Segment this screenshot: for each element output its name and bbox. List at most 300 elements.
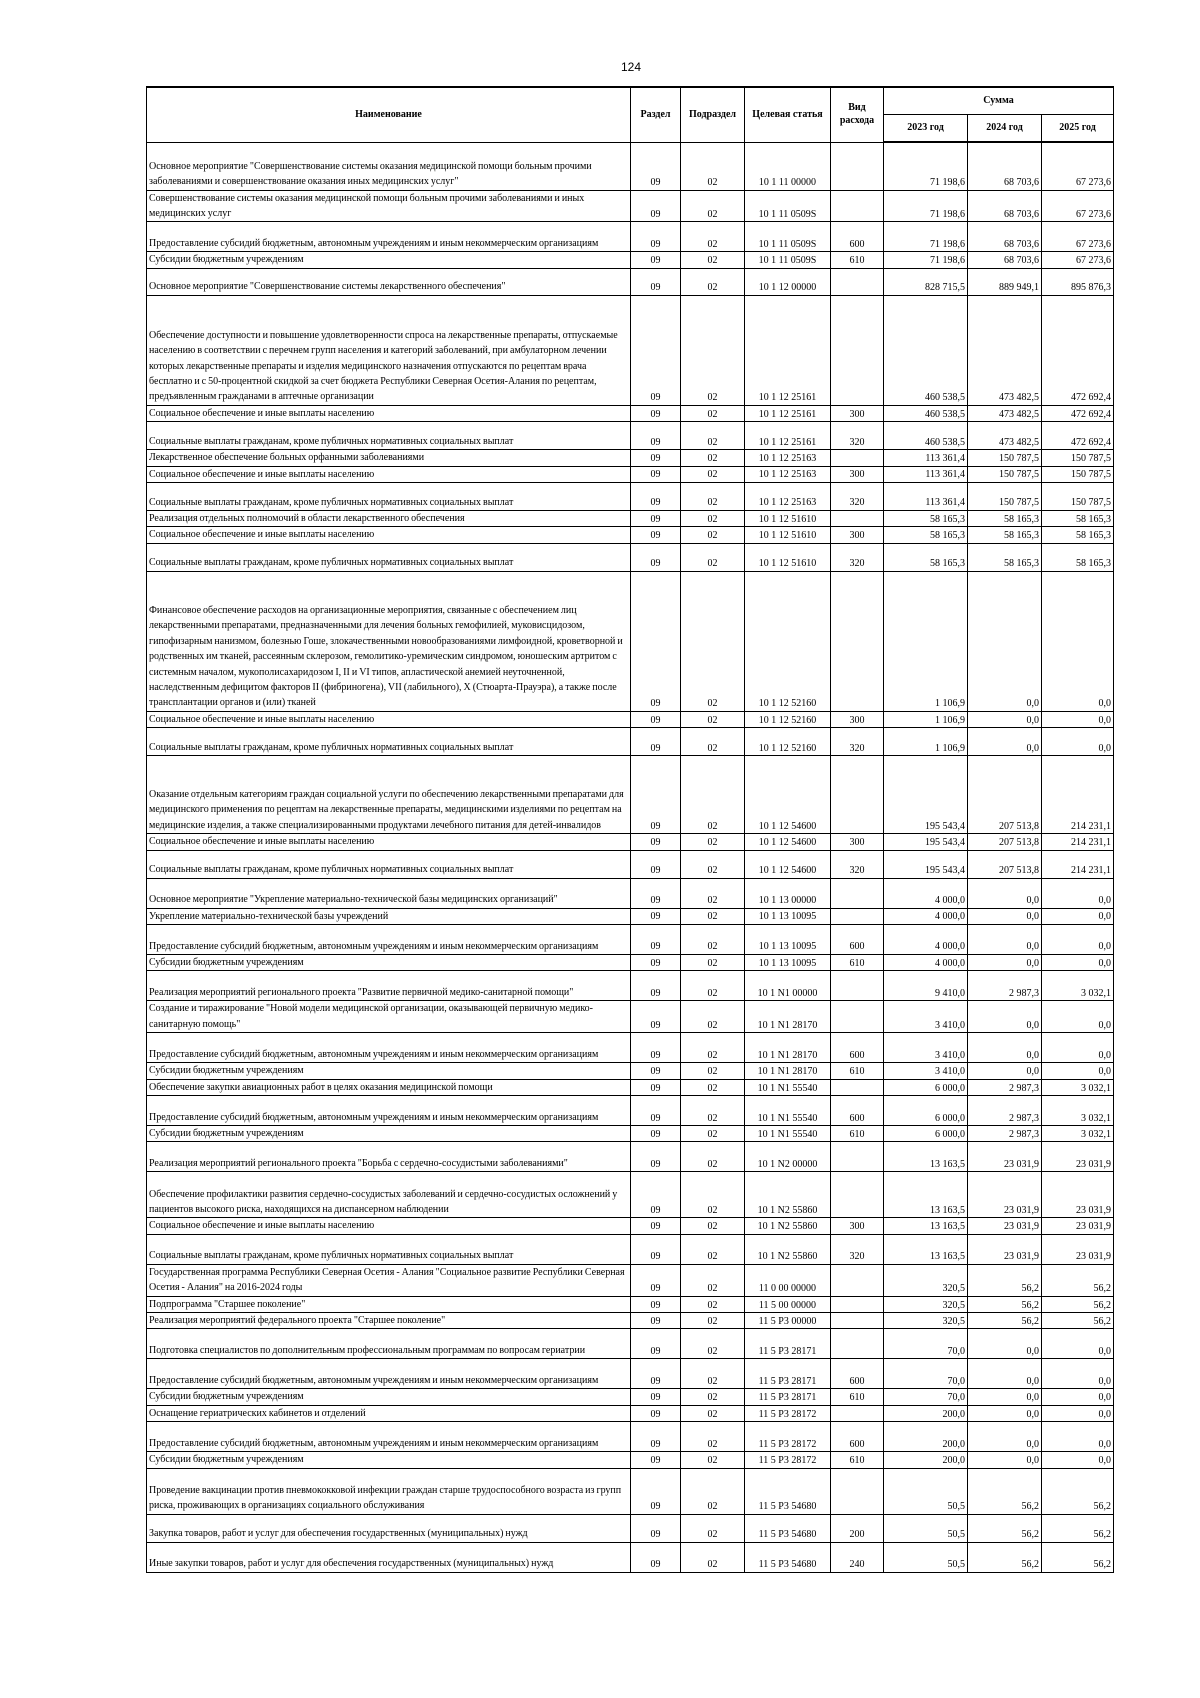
row-section: 09 xyxy=(631,222,681,252)
row-sum-2024: 0,0 xyxy=(968,728,1042,756)
table-row xyxy=(147,954,1114,970)
row-target-article: 11 0 00 00000 xyxy=(745,1264,831,1296)
row-sum-2024: 23 031,9 xyxy=(968,1234,1042,1264)
row-sum-2025: 3 032,1 xyxy=(1042,1079,1114,1095)
row-sum-2024: 56,2 xyxy=(968,1296,1042,1312)
row-sum-2024: 207 513,8 xyxy=(968,850,1042,878)
row-subsection: 02 xyxy=(681,510,745,526)
row-subsection: 02 xyxy=(681,482,745,510)
row-sum-2023: 13 163,5 xyxy=(884,1218,968,1234)
row-expense-type xyxy=(831,295,884,405)
row-expense-type: 320 xyxy=(831,1234,884,1264)
table-row xyxy=(147,1264,1114,1296)
row-expense-type xyxy=(831,908,884,924)
row-section: 09 xyxy=(631,1296,681,1312)
row-sum-2025: 3 032,1 xyxy=(1042,1126,1114,1142)
row-name: Оснащение гериатрических кабинетов и отделений xyxy=(147,1405,631,1421)
row-sum-2023: 71 198,6 xyxy=(884,142,968,190)
row-target-article: 10 1 12 54600 xyxy=(745,756,831,834)
row-sum-2023: 70,0 xyxy=(884,1329,968,1359)
row-sum-2024: 56,2 xyxy=(968,1468,1042,1514)
row-expense-type: 300 xyxy=(831,527,884,543)
row-name: Предоставление субсидий бюджетным, автономным учреждениям и иным некоммерческим организациям xyxy=(147,1359,631,1389)
row-name: Социальное обеспечение и иные выплаты населению xyxy=(147,466,631,482)
row-name: Обеспечение доступности и повышение удовлетворенности спроса на лекарственные препараты, отпускаемые населению в соответствии с перечнем групп населения и категорий заболеваний, при амбулаторном лечении которых лекарственные препараты и изделия медицинского назначения отпускаются по рецептам врача бесплатно и с 50-процентной скидкой за счет бюджета Республики Северная Осетия-Алания по рецептам, предъявленным гражданами в аптечные организации xyxy=(147,295,631,405)
row-expense-type xyxy=(831,878,884,908)
table-row xyxy=(147,190,1114,222)
row-sum-2024: 58 165,3 xyxy=(968,543,1042,571)
row-expense-type: 300 xyxy=(831,711,884,727)
row-target-article: 11 5 P3 00000 xyxy=(745,1313,831,1329)
row-section: 09 xyxy=(631,728,681,756)
row-target-article: 10 1 12 00000 xyxy=(745,268,831,295)
row-sum-2025: 56,2 xyxy=(1042,1264,1114,1296)
row-section: 09 xyxy=(631,1468,681,1514)
row-section: 09 xyxy=(631,510,681,526)
row-sum-2024: 23 031,9 xyxy=(968,1172,1042,1218)
row-expense-type: 320 xyxy=(831,543,884,571)
row-subsection: 02 xyxy=(681,1468,745,1514)
row-sum-2023: 13 163,5 xyxy=(884,1172,968,1218)
row-name: Обеспечение закупки авиационных работ в целях оказания медицинской помощи xyxy=(147,1079,631,1095)
row-sum-2025: 67 273,6 xyxy=(1042,252,1114,268)
row-expense-type: 320 xyxy=(831,728,884,756)
row-section: 09 xyxy=(631,971,681,1001)
row-name: Создание и тиражирование "Новой модели медицинской организации, оказывающей первичную медико-санитарную помощь" xyxy=(147,1001,631,1033)
row-expense-type: 320 xyxy=(831,482,884,510)
row-expense-type xyxy=(831,510,884,526)
row-sum-2024: 58 165,3 xyxy=(968,510,1042,526)
row-section: 09 xyxy=(631,1405,681,1421)
row-sum-2024: 56,2 xyxy=(968,1514,1042,1542)
row-sum-2025: 67 273,6 xyxy=(1042,142,1114,190)
row-target-article: 10 1 N1 28170 xyxy=(745,1001,831,1033)
row-section: 09 xyxy=(631,850,681,878)
row-sum-2023: 320,5 xyxy=(884,1313,968,1329)
row-target-article: 10 1 12 25163 xyxy=(745,482,831,510)
row-expense-type xyxy=(831,1329,884,1359)
row-sum-2024: 68 703,6 xyxy=(968,252,1042,268)
row-sum-2025: 23 031,9 xyxy=(1042,1172,1114,1218)
row-sum-2023: 4 000,0 xyxy=(884,908,968,924)
table-row xyxy=(147,1405,1114,1421)
row-section: 09 xyxy=(631,405,681,421)
row-sum-2024: 150 787,5 xyxy=(968,450,1042,466)
row-expense-type: 600 xyxy=(831,1096,884,1126)
row-sum-2024: 0,0 xyxy=(968,878,1042,908)
row-sum-2023: 13 163,5 xyxy=(884,1142,968,1172)
row-name: Основное мероприятие "Совершенствование системы оказания медицинской помощи больным прочими заболеваниями и совершенствование оказания иных медицинских услуг" xyxy=(147,142,631,190)
row-sum-2025: 58 165,3 xyxy=(1042,543,1114,571)
row-expense-type: 610 xyxy=(831,1063,884,1079)
row-sum-2024: 0,0 xyxy=(968,1422,1042,1452)
row-subsection: 02 xyxy=(681,878,745,908)
row-name: Подпрограмма "Старшее поколение" xyxy=(147,1296,631,1312)
row-sum-2023: 195 543,4 xyxy=(884,834,968,850)
row-name: Реализация мероприятий регионального проекта "Развитие первичной медико-санитарной помощи" xyxy=(147,971,631,1001)
row-section: 09 xyxy=(631,543,681,571)
header-expense-type: Вид расхода xyxy=(831,87,884,142)
row-sum-2025: 214 231,1 xyxy=(1042,850,1114,878)
table-row xyxy=(147,466,1114,482)
table-row xyxy=(147,1329,1114,1359)
row-name: Лекарственное обеспечение больных орфанными заболеваниями xyxy=(147,450,631,466)
row-sum-2025: 0,0 xyxy=(1042,1389,1114,1405)
table-row xyxy=(147,908,1114,924)
row-sum-2025: 0,0 xyxy=(1042,1452,1114,1468)
row-subsection: 02 xyxy=(681,527,745,543)
row-sum-2023: 58 165,3 xyxy=(884,510,968,526)
row-expense-type: 610 xyxy=(831,252,884,268)
row-sum-2023: 3 410,0 xyxy=(884,1063,968,1079)
row-sum-2023: 4 000,0 xyxy=(884,924,968,954)
row-sum-2025: 0,0 xyxy=(1042,1405,1114,1421)
table-header xyxy=(147,87,1114,142)
row-name: Социальное обеспечение и иные выплаты населению xyxy=(147,405,631,421)
row-sum-2024: 0,0 xyxy=(968,1405,1042,1421)
table-row xyxy=(147,510,1114,526)
row-sum-2023: 320,5 xyxy=(884,1264,968,1296)
table-row xyxy=(147,1542,1114,1572)
row-subsection: 02 xyxy=(681,924,745,954)
row-target-article: 10 1 12 52160 xyxy=(745,728,831,756)
row-expense-type xyxy=(831,756,884,834)
row-subsection: 02 xyxy=(681,1422,745,1452)
row-sum-2024: 23 031,9 xyxy=(968,1142,1042,1172)
row-name: Социальные выплаты гражданам, кроме публичных нормативных социальных выплат xyxy=(147,543,631,571)
row-sum-2025: 0,0 xyxy=(1042,1329,1114,1359)
row-sum-2023: 460 538,5 xyxy=(884,422,968,450)
row-expense-type xyxy=(831,1405,884,1421)
row-sum-2025: 214 231,1 xyxy=(1042,756,1114,834)
table-row xyxy=(147,1001,1114,1033)
row-sum-2025: 23 031,9 xyxy=(1042,1218,1114,1234)
row-sum-2024: 150 787,5 xyxy=(968,466,1042,482)
row-sum-2025: 0,0 xyxy=(1042,1422,1114,1452)
row-target-article: 10 1 11 0509S xyxy=(745,190,831,222)
header-year-2023: 2023 год xyxy=(884,114,968,142)
row-section: 09 xyxy=(631,142,681,190)
row-sum-2024: 0,0 xyxy=(968,711,1042,727)
table-row xyxy=(147,1234,1114,1264)
row-sum-2025: 56,2 xyxy=(1042,1514,1114,1542)
row-section: 09 xyxy=(631,1452,681,1468)
row-sum-2025: 0,0 xyxy=(1042,878,1114,908)
row-name: Субсидии бюджетным учреждениям xyxy=(147,252,631,268)
row-sum-2023: 71 198,6 xyxy=(884,252,968,268)
row-name: Субсидии бюджетным учреждениям xyxy=(147,954,631,970)
row-sum-2023: 113 361,4 xyxy=(884,482,968,510)
row-target-article: 10 1 12 52160 xyxy=(745,711,831,727)
table-row xyxy=(147,1296,1114,1312)
row-name: Социальные выплаты гражданам, кроме публичных нормативных социальных выплат xyxy=(147,1234,631,1264)
table-row xyxy=(147,1313,1114,1329)
row-target-article: 10 1 11 0509S xyxy=(745,252,831,268)
row-section: 09 xyxy=(631,527,681,543)
row-expense-type: 320 xyxy=(831,422,884,450)
row-sum-2024: 889 949,1 xyxy=(968,268,1042,295)
row-target-article: 10 1 12 25161 xyxy=(745,422,831,450)
row-name: Субсидии бюджетным учреждениям xyxy=(147,1126,631,1142)
row-sum-2025: 214 231,1 xyxy=(1042,834,1114,850)
row-section: 09 xyxy=(631,1126,681,1142)
row-expense-type xyxy=(831,190,884,222)
table-row xyxy=(147,482,1114,510)
row-subsection: 02 xyxy=(681,1264,745,1296)
row-target-article: 10 1 12 25161 xyxy=(745,295,831,405)
row-section: 09 xyxy=(631,571,681,711)
table-row xyxy=(147,1389,1114,1405)
row-subsection: 02 xyxy=(681,728,745,756)
row-section: 09 xyxy=(631,834,681,850)
row-section: 09 xyxy=(631,1033,681,1063)
row-expense-type: 300 xyxy=(831,466,884,482)
row-expense-type xyxy=(831,1313,884,1329)
header-target-article: Целевая статья xyxy=(745,87,831,142)
row-subsection: 02 xyxy=(681,756,745,834)
row-name: Предоставление субсидий бюджетным, автономным учреждениям и иным некоммерческим организациям xyxy=(147,222,631,252)
row-name: Социальные выплаты гражданам, кроме публичных нормативных социальных выплат xyxy=(147,482,631,510)
row-sum-2024: 473 482,5 xyxy=(968,422,1042,450)
table-row xyxy=(147,142,1114,190)
row-name: Субсидии бюджетным учреждениям xyxy=(147,1389,631,1405)
row-name: Социальные выплаты гражданам, кроме публичных нормативных социальных выплат xyxy=(147,850,631,878)
row-target-article: 11 5 P3 28171 xyxy=(745,1359,831,1389)
table-row xyxy=(147,1033,1114,1063)
row-name: Укрепление материально-технической базы учреждений xyxy=(147,908,631,924)
row-name: Реализация мероприятий регионального проекта "Борьба с сердечно-сосудистыми заболеваниями" xyxy=(147,1142,631,1172)
row-expense-type: 600 xyxy=(831,1359,884,1389)
row-subsection: 02 xyxy=(681,1313,745,1329)
page-number: 124 xyxy=(620,60,642,74)
row-name: Социальное обеспечение и иные выплаты населению xyxy=(147,834,631,850)
row-name: Социальное обеспечение и иные выплаты населению xyxy=(147,711,631,727)
table-row xyxy=(147,1468,1114,1514)
row-subsection: 02 xyxy=(681,422,745,450)
row-sum-2023: 113 361,4 xyxy=(884,466,968,482)
row-sum-2023: 200,0 xyxy=(884,1405,968,1421)
row-sum-2023: 6 000,0 xyxy=(884,1096,968,1126)
row-sum-2025: 56,2 xyxy=(1042,1468,1114,1514)
row-sum-2023: 50,5 xyxy=(884,1542,968,1572)
row-section: 09 xyxy=(631,1329,681,1359)
row-target-article: 10 1 N1 00000 xyxy=(745,971,831,1001)
row-sum-2025: 472 692,4 xyxy=(1042,295,1114,405)
row-sum-2025: 3 032,1 xyxy=(1042,1096,1114,1126)
row-section: 09 xyxy=(631,268,681,295)
row-target-article: 10 1 11 00000 xyxy=(745,142,831,190)
row-sum-2023: 71 198,6 xyxy=(884,190,968,222)
row-expense-type xyxy=(831,1172,884,1218)
row-name: Предоставление субсидий бюджетным, автономным учреждениям и иным некоммерческим организациям xyxy=(147,1033,631,1063)
row-target-article: 10 1 N2 00000 xyxy=(745,1142,831,1172)
row-section: 09 xyxy=(631,1264,681,1296)
row-expense-type xyxy=(831,1142,884,1172)
header-year-2025: 2025 год xyxy=(1042,114,1114,142)
row-target-article: 11 5 P3 28171 xyxy=(745,1389,831,1405)
row-sum-2025: 0,0 xyxy=(1042,1359,1114,1389)
row-sum-2024: 2 987,3 xyxy=(968,1079,1042,1095)
row-sum-2024: 207 513,8 xyxy=(968,756,1042,834)
row-subsection: 02 xyxy=(681,711,745,727)
row-sum-2023: 4 000,0 xyxy=(884,954,968,970)
row-subsection: 02 xyxy=(681,1514,745,1542)
row-name: Основное мероприятие "Совершенствование системы лекарственного обеспечения" xyxy=(147,268,631,295)
row-name: Социальное обеспечение и иные выплаты населению xyxy=(147,527,631,543)
row-sum-2025: 0,0 xyxy=(1042,1033,1114,1063)
row-target-article: 10 1 12 51610 xyxy=(745,527,831,543)
row-target-article: 10 1 N1 55540 xyxy=(745,1096,831,1126)
row-target-article: 11 5 P3 28172 xyxy=(745,1452,831,1468)
row-section: 09 xyxy=(631,1079,681,1095)
row-sum-2023: 113 361,4 xyxy=(884,450,968,466)
row-expense-type: 300 xyxy=(831,1218,884,1234)
row-expense-type: 300 xyxy=(831,405,884,421)
row-subsection: 02 xyxy=(681,466,745,482)
row-sum-2024: 0,0 xyxy=(968,1452,1042,1468)
row-target-article: 10 1 12 25161 xyxy=(745,405,831,421)
row-sum-2024: 150 787,5 xyxy=(968,482,1042,510)
row-name: Подготовка специалистов по дополнительным профессиональным программам по вопросам гериатрии xyxy=(147,1329,631,1359)
row-sum-2023: 200,0 xyxy=(884,1422,968,1452)
row-expense-type: 240 xyxy=(831,1542,884,1572)
row-section: 09 xyxy=(631,450,681,466)
row-sum-2023: 1 106,9 xyxy=(884,728,968,756)
row-name: Иные закупки товаров, работ и услуг для обеспечения государственных (муниципальных) нужд xyxy=(147,1542,631,1572)
row-sum-2025: 0,0 xyxy=(1042,924,1114,954)
row-sum-2023: 195 543,4 xyxy=(884,756,968,834)
row-subsection: 02 xyxy=(681,1096,745,1126)
row-expense-type xyxy=(831,1468,884,1514)
row-sum-2025: 0,0 xyxy=(1042,728,1114,756)
table-row xyxy=(147,268,1114,295)
table-row xyxy=(147,222,1114,252)
row-section: 09 xyxy=(631,1172,681,1218)
row-target-article: 10 1 12 51610 xyxy=(745,510,831,526)
row-subsection: 02 xyxy=(681,834,745,850)
row-section: 09 xyxy=(631,466,681,482)
row-name: Субсидии бюджетным учреждениям xyxy=(147,1063,631,1079)
row-sum-2024: 56,2 xyxy=(968,1313,1042,1329)
table-row xyxy=(147,1218,1114,1234)
row-sum-2025: 150 787,5 xyxy=(1042,482,1114,510)
row-section: 09 xyxy=(631,924,681,954)
row-section: 09 xyxy=(631,1218,681,1234)
row-target-article: 10 1 N1 28170 xyxy=(745,1063,831,1079)
row-subsection: 02 xyxy=(681,1329,745,1359)
row-subsection: 02 xyxy=(681,142,745,190)
row-sum-2024: 0,0 xyxy=(968,954,1042,970)
row-section: 09 xyxy=(631,711,681,727)
row-subsection: 02 xyxy=(681,1359,745,1389)
row-subsection: 02 xyxy=(681,252,745,268)
row-sum-2025: 23 031,9 xyxy=(1042,1234,1114,1264)
row-subsection: 02 xyxy=(681,1218,745,1234)
row-target-article: 11 5 00 00000 xyxy=(745,1296,831,1312)
row-section: 09 xyxy=(631,422,681,450)
row-sum-2024: 56,2 xyxy=(968,1542,1042,1572)
row-subsection: 02 xyxy=(681,405,745,421)
row-subsection: 02 xyxy=(681,571,745,711)
row-sum-2024: 58 165,3 xyxy=(968,527,1042,543)
row-sum-2023: 3 410,0 xyxy=(884,1001,968,1033)
row-target-article: 10 1 12 51610 xyxy=(745,543,831,571)
table-row xyxy=(147,295,1114,405)
row-section: 09 xyxy=(631,1514,681,1542)
row-sum-2025: 56,2 xyxy=(1042,1313,1114,1329)
row-target-article: 10 1 12 25163 xyxy=(745,466,831,482)
row-expense-type: 610 xyxy=(831,1126,884,1142)
table-row xyxy=(147,1172,1114,1218)
row-sum-2023: 70,0 xyxy=(884,1389,968,1405)
row-section: 09 xyxy=(631,954,681,970)
row-sum-2025: 472 692,4 xyxy=(1042,405,1114,421)
row-expense-type: 610 xyxy=(831,954,884,970)
row-section: 09 xyxy=(631,1096,681,1126)
row-name: Социальные выплаты гражданам, кроме публичных нормативных социальных выплат xyxy=(147,422,631,450)
row-section: 09 xyxy=(631,1001,681,1033)
row-target-article: 10 1 12 54600 xyxy=(745,834,831,850)
table-row xyxy=(147,756,1114,834)
row-expense-type xyxy=(831,1001,884,1033)
row-sum-2024: 0,0 xyxy=(968,1001,1042,1033)
row-section: 09 xyxy=(631,878,681,908)
table-body xyxy=(147,142,1114,1572)
row-sum-2023: 828 715,5 xyxy=(884,268,968,295)
row-sum-2024: 0,0 xyxy=(968,1329,1042,1359)
row-subsection: 02 xyxy=(681,1126,745,1142)
row-name: Государственная программа Республики Северная Осетия - Алания "Социальное развитие Республики Северная Осетия - Алания" на 2016-2024 годы xyxy=(147,1264,631,1296)
row-section: 09 xyxy=(631,908,681,924)
budget-table xyxy=(146,86,1114,1573)
row-section: 09 xyxy=(631,1063,681,1079)
row-sum-2025: 67 273,6 xyxy=(1042,222,1114,252)
row-section: 09 xyxy=(631,1234,681,1264)
row-subsection: 02 xyxy=(681,1542,745,1572)
row-sum-2024: 0,0 xyxy=(968,924,1042,954)
row-section: 09 xyxy=(631,252,681,268)
row-subsection: 02 xyxy=(681,450,745,466)
table-row xyxy=(147,252,1114,268)
row-sum-2024: 0,0 xyxy=(968,1359,1042,1389)
row-expense-type xyxy=(831,142,884,190)
row-target-article: 11 5 P3 54680 xyxy=(745,1468,831,1514)
row-expense-type: 200 xyxy=(831,1514,884,1542)
row-subsection: 02 xyxy=(681,1234,745,1264)
row-section: 09 xyxy=(631,1422,681,1452)
row-name: Проведение вакцинации против пневмококковой инфекции граждан старше трудоспособного возраста из групп риска, проживающих в организациях социального обслуживания xyxy=(147,1468,631,1514)
row-section: 09 xyxy=(631,482,681,510)
row-section: 09 xyxy=(631,1389,681,1405)
row-target-article: 10 1 N1 28170 xyxy=(745,1033,831,1063)
row-sum-2024: 207 513,8 xyxy=(968,834,1042,850)
row-sum-2025: 150 787,5 xyxy=(1042,466,1114,482)
row-target-article: 10 1 N2 55860 xyxy=(745,1218,831,1234)
table-row xyxy=(147,422,1114,450)
row-target-article: 10 1 13 00000 xyxy=(745,878,831,908)
row-sum-2023: 6 000,0 xyxy=(884,1079,968,1095)
row-sum-2023: 320,5 xyxy=(884,1296,968,1312)
header-subsection: Подраздел xyxy=(681,87,745,142)
row-section: 09 xyxy=(631,190,681,222)
row-name: Основное мероприятие "Укрепление материально-технической базы медицинских организаций" xyxy=(147,878,631,908)
row-expense-type xyxy=(831,1079,884,1095)
table-row xyxy=(147,971,1114,1001)
row-sum-2024: 0,0 xyxy=(968,1389,1042,1405)
row-target-article: 10 1 N2 55860 xyxy=(745,1172,831,1218)
row-expense-type xyxy=(831,971,884,1001)
row-target-article: 11 5 P3 54680 xyxy=(745,1514,831,1542)
